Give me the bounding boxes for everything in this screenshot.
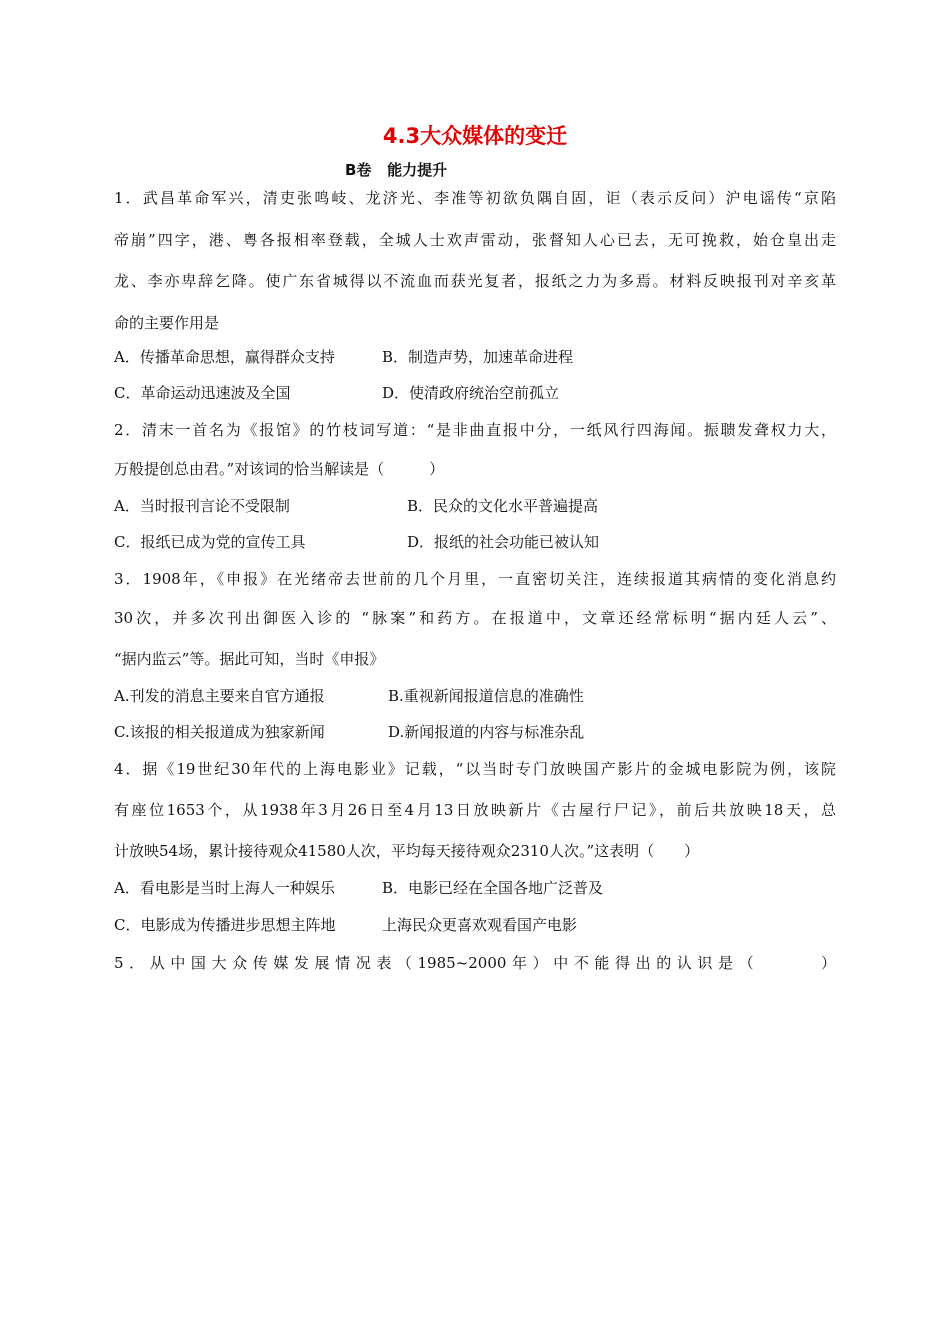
question-1-line-3: 龙、李亦卑辞乞降。使广东省城得以不流血而获光复者，报纸之力为多焉。材料反映报刊对辛亥革 <box>114 272 836 290</box>
question-2-option-c: C．报纸已成为党的宣传工具 <box>114 533 306 551</box>
question-5-line-1: 5．从中国大众传媒发展情况表（1985~2000年）中不能得出的认识是（ ） <box>114 954 836 972</box>
question-4-option-d: 上海民众更喜欢观看国产电影 <box>382 916 578 934</box>
question-4-option-c: C．电影成为传播进步思想主阵地 <box>114 916 336 934</box>
question-1-line-2: 帝崩”四字，港、粤各报相率登载，全城人士欢声雷动，张督知人心已去，无可挽救，始仓皇出走 <box>114 231 836 249</box>
question-2-option-a: A．当时报刊言论不受限制 <box>114 497 290 515</box>
question-2-line-1: 2．清末一首名为《报馆》的竹枝词写道：“是非曲直报中分，一纸风行四海闻。振聩发聋权力大， <box>114 421 836 439</box>
question-2-line-2: 万般提创总由君。”对该词的恰当解读是（ ） <box>114 460 445 478</box>
question-1-option-b: B．制造声势，加速革命进程 <box>382 348 574 366</box>
question-1-option-d: D．使清政府统治空前孤立 <box>382 384 560 402</box>
question-1-option-c: C．革命运动迅速波及全国 <box>114 384 291 402</box>
question-4-line-2: 有座位1653个，从1938年3月26日至4月13日放映新片《古屋行尸记》，前后共放映18天，总 <box>114 801 836 819</box>
question-1-line-4: 命的主要作用是 <box>114 314 220 332</box>
question-4-option-a: A．看电影是当时上海人一种娱乐 <box>114 879 335 897</box>
question-3-option-a: A.刊发的消息主要来自官方通报 <box>114 687 325 705</box>
question-4-line-1: 4．据《19世纪30年代的上海电影业》记载，“以当时专门放映国产影片的金城电影院为例，该院 <box>114 760 836 778</box>
question-3-line-2: 30次，并多次刊出御医入诊的 “脉案”和药方。在报道中，文章还经常标明“据内廷人云”、 <box>114 609 836 627</box>
question-4-option-b: B．电影已经在全国各地广泛普及 <box>382 879 604 897</box>
question-3-option-c: C.该报的相关报道成为独家新闻 <box>114 723 325 741</box>
question-3-line-3: “据内监云”等。据此可知，当时《申报》 <box>114 650 385 668</box>
question-2-option-b: B．民众的文化水平普遍提高 <box>407 497 599 515</box>
question-3-option-b: B.重视新闻报道信息的准确性 <box>388 687 584 705</box>
question-3-line-1: 3．1908年，《申报》在光绪帝去世前的几个月里，一直密切关注，连续报道其病情的变化消息约 <box>114 570 836 588</box>
question-1-line-1: 1．武昌革命军兴，清吏张鸣岐、龙济光、李准等初欲负隅自固，讵（表示反问）沪电谣传“京陷 <box>114 189 836 207</box>
question-4-line-3: 计放映54场，累计接待观众41580人次，平均每天接待观众2310人次。”这表明（ ） <box>114 842 700 860</box>
page-title: 4.3大众媒体的变迁 <box>382 124 568 148</box>
question-2-option-d: D．报纸的社会功能已被认知 <box>407 533 600 551</box>
question-1-option-a: A．传播革命思想，赢得群众支持 <box>114 348 335 366</box>
section-subtitle: B卷 能力提升 <box>345 161 448 179</box>
question-3-option-d: D.新闻报道的内容与标准杂乱 <box>388 723 585 741</box>
